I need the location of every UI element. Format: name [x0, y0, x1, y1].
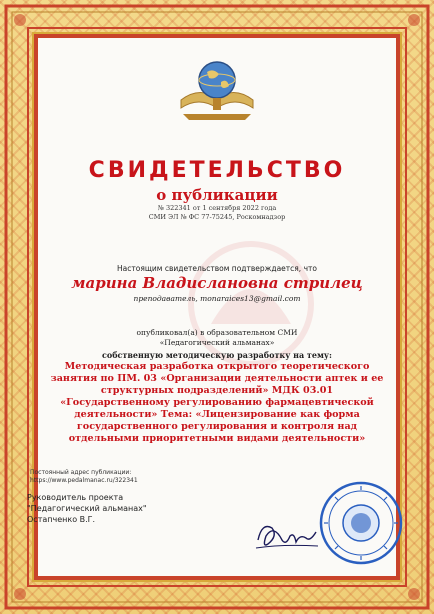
- registration-info: [34, 204, 400, 222]
- published-in: [34, 328, 400, 347]
- certificate-subtitle: о публикации: [156, 186, 278, 204]
- project-head: [27, 492, 147, 525]
- head-title: Руководитель проекта: [27, 493, 124, 502]
- publication-address: [30, 469, 138, 485]
- address-url: https://www.pedalmanac.ru/322341: [30, 477, 138, 484]
- certificate-title: СВИДЕТЕЛЬСТВО: [88, 158, 346, 183]
- own-development-line: собственную методическую разработку на тему:: [101, 350, 332, 360]
- confirm-text: Настоящим свидетельством подтверждается, что: [117, 264, 317, 273]
- globe-book-emblem-icon: [179, 56, 255, 122]
- journal-name: «Педагогический альманах»: [159, 337, 275, 347]
- published-line: опубликовал(а) в образовательном СМИ: [136, 328, 298, 337]
- round-seal-stamp-icon: [318, 480, 404, 566]
- head-project: "Педагогический альманах": [27, 504, 147, 513]
- recipient-role: преподаватель, monaraices13@gmail.com: [133, 294, 301, 303]
- address-label: Постоянный адрес публикации:: [30, 469, 132, 476]
- smi-registration: СМИ ЭЛ № ФС 77-75245, Роскомнадзор: [148, 213, 286, 221]
- work-title: Методическая разработка открытого теоретического занятия по ПМ. 03 «Организации деятельности аптек и ее структурных подразделений» МДК 03.01 «Государственному регулированию фармацевтической деятельности» Тема: «Лицензирование как форма государственного регулирования и контроля над отдельными приоритетными видами деятельности»: [50, 361, 384, 444]
- head-name: Остапченко В.Г.: [27, 515, 96, 524]
- handwritten-signature-icon: [252, 514, 322, 558]
- recipient-name: марина Владислановна стрилец: [71, 274, 363, 292]
- certificate-number: № 322341 от 1 сентября 2022 года: [157, 204, 277, 212]
